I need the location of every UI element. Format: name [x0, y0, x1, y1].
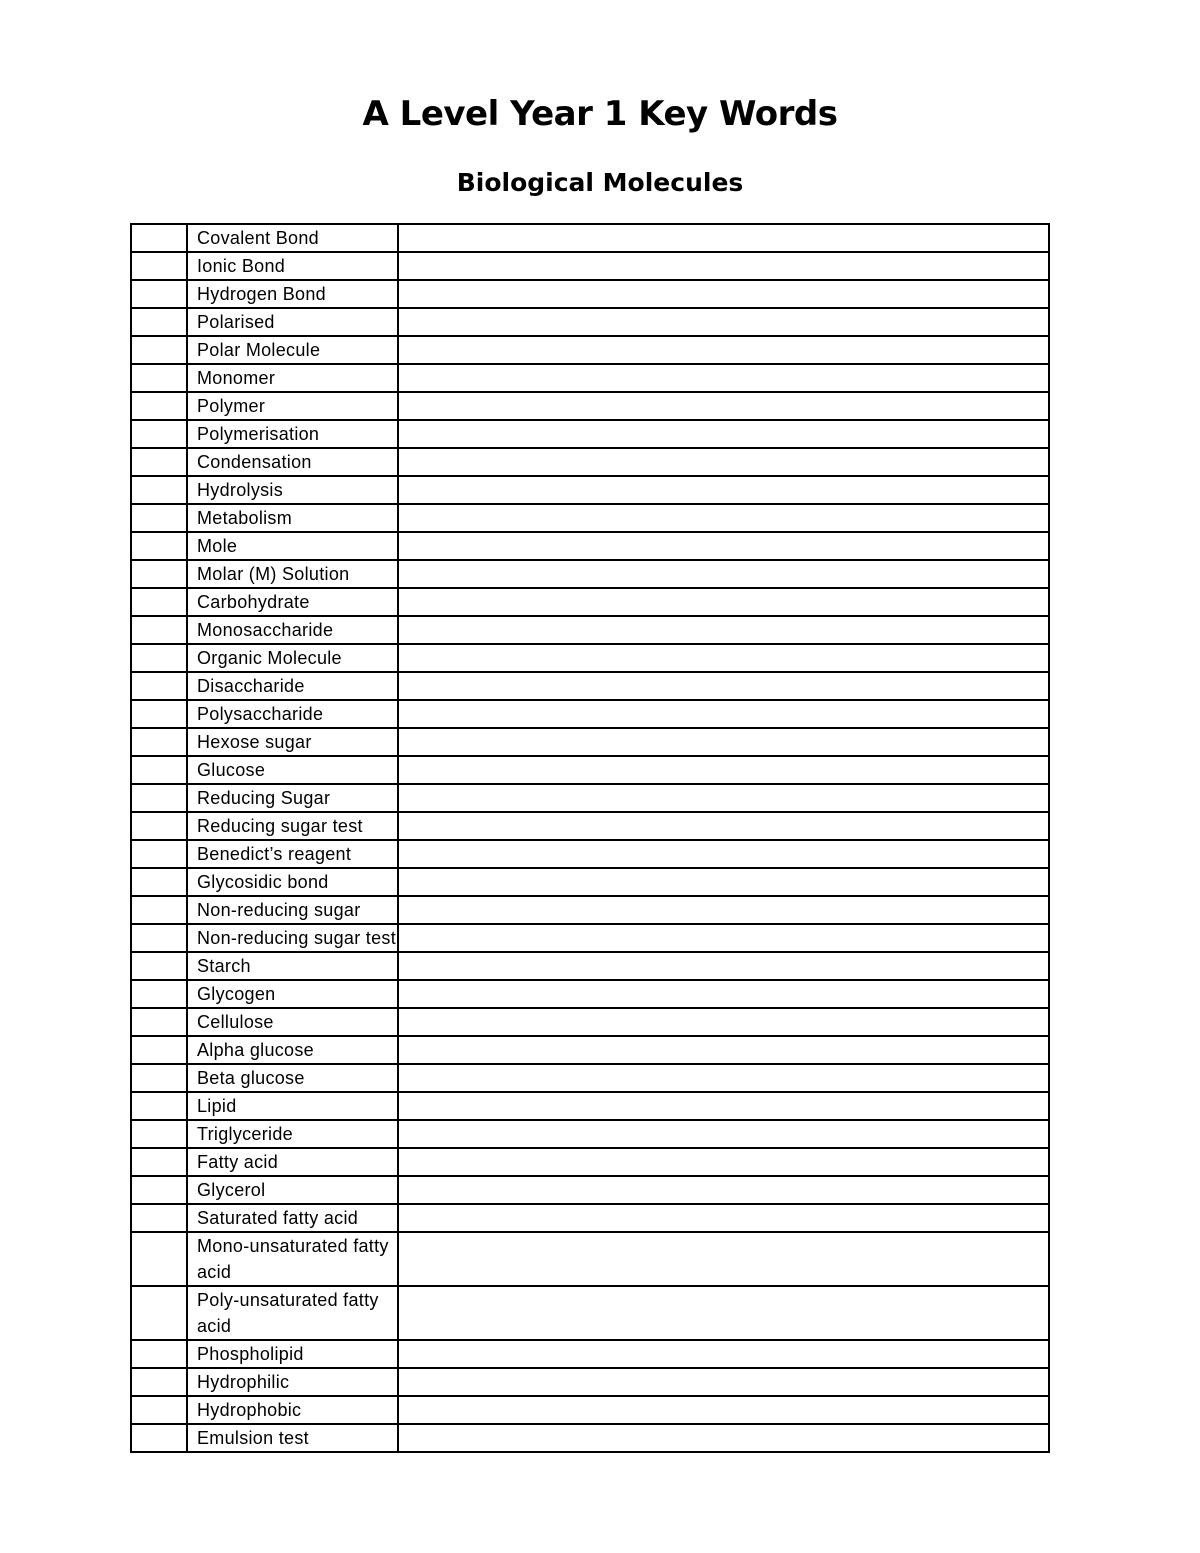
row-blank-cell[interactable] — [131, 560, 187, 588]
row-blank-cell[interactable] — [131, 616, 187, 644]
table-row — [131, 1008, 1049, 1036]
row-blank-cell[interactable] — [131, 588, 187, 616]
row-blank-cell[interactable] — [131, 1368, 187, 1396]
definition-cell[interactable] — [398, 1148, 1049, 1176]
definition-cell[interactable] — [398, 1064, 1049, 1092]
row-blank-cell[interactable] — [131, 308, 187, 336]
table-row — [131, 224, 1049, 252]
definition-cell[interactable] — [398, 1368, 1049, 1396]
table-row — [131, 868, 1049, 896]
key-word-cell: Monosaccharide — [187, 616, 398, 644]
table-row — [131, 532, 1049, 560]
row-blank-cell[interactable] — [131, 644, 187, 672]
definition-cell[interactable] — [398, 560, 1049, 588]
key-word-cell: Beta glucose — [187, 1064, 398, 1092]
table-row — [131, 364, 1049, 392]
table-row — [131, 672, 1049, 700]
definition-cell[interactable] — [398, 308, 1049, 336]
row-blank-cell[interactable] — [131, 224, 187, 252]
key-word-cell: Condensation — [187, 448, 398, 476]
key-word-cell: Glycerol — [187, 1176, 398, 1204]
key-words-table-body — [131, 224, 1049, 1452]
key-word-cell: Disaccharide — [187, 672, 398, 700]
key-word-cell: Poly-unsaturated fatty acid — [187, 1286, 398, 1340]
table-row — [131, 756, 1049, 784]
row-blank-cell[interactable] — [131, 1396, 187, 1424]
table-row — [131, 280, 1049, 308]
row-blank-cell[interactable] — [131, 1120, 187, 1148]
row-blank-cell[interactable] — [131, 532, 187, 560]
key-word-cell: Reducing sugar test — [187, 812, 398, 840]
table-row — [131, 392, 1049, 420]
row-blank-cell[interactable] — [131, 336, 187, 364]
key-word-cell: Starch — [187, 952, 398, 980]
key-word-cell: Polymerisation — [187, 420, 398, 448]
row-blank-cell[interactable] — [131, 1148, 187, 1176]
key-word-cell: Lipid — [187, 1092, 398, 1120]
page-subtitle: Biological Molecules — [456, 168, 744, 197]
table-row — [131, 896, 1049, 924]
key-word-cell: Glycosidic bond — [187, 868, 398, 896]
key-word-cell: Polarised — [187, 308, 398, 336]
key-word-cell: Hydrophilic — [187, 1368, 398, 1396]
row-blank-cell[interactable] — [131, 1092, 187, 1120]
row-blank-cell[interactable] — [131, 392, 187, 420]
definition-cell[interactable] — [398, 1340, 1049, 1368]
definition-cell[interactable] — [398, 1036, 1049, 1064]
row-blank-cell[interactable] — [131, 1232, 187, 1286]
definition-cell[interactable] — [398, 532, 1049, 560]
row-blank-cell[interactable] — [131, 924, 187, 952]
definition-cell[interactable] — [398, 504, 1049, 532]
key-word-cell: Alpha glucose — [187, 1036, 398, 1064]
row-blank-cell[interactable] — [131, 980, 187, 1008]
table-row — [131, 588, 1049, 616]
definition-cell[interactable] — [398, 1232, 1049, 1286]
key-word-cell: Hydrolysis — [187, 476, 398, 504]
key-word-cell: Polysaccharide — [187, 700, 398, 728]
table-row — [131, 812, 1049, 840]
definition-cell[interactable] — [398, 476, 1049, 504]
key-word-cell: Triglyceride — [187, 1120, 398, 1148]
key-word-cell: Emulsion test — [187, 1424, 398, 1452]
table-row — [131, 560, 1049, 588]
table-row — [131, 980, 1049, 1008]
key-word-cell: Organic Molecule — [187, 644, 398, 672]
key-word-cell: Hydrogen Bond — [187, 280, 398, 308]
row-blank-cell[interactable] — [131, 1036, 187, 1064]
key-word-cell: Saturated fatty acid — [187, 1204, 398, 1232]
definition-cell[interactable] — [398, 1286, 1049, 1340]
key-word-cell: Molar (M) Solution — [187, 560, 398, 588]
definition-cell[interactable] — [398, 1204, 1049, 1232]
row-blank-cell[interactable] — [131, 252, 187, 280]
table-row — [131, 1232, 1049, 1286]
key-word-cell: Ionic Bond — [187, 252, 398, 280]
definition-cell[interactable] — [398, 280, 1049, 308]
row-blank-cell[interactable] — [131, 476, 187, 504]
row-blank-cell[interactable] — [131, 280, 187, 308]
key-word-cell: Monomer — [187, 364, 398, 392]
key-word-cell: Phospholipid — [187, 1340, 398, 1368]
definition-cell[interactable] — [398, 224, 1049, 252]
definition-cell[interactable] — [398, 336, 1049, 364]
key-word-cell: Glycogen — [187, 980, 398, 1008]
definition-cell[interactable] — [398, 896, 1049, 924]
definition-cell[interactable] — [398, 1396, 1049, 1424]
table-row — [131, 252, 1049, 280]
definition-cell[interactable] — [398, 392, 1049, 420]
key-word-cell: Non-reducing sugar test — [187, 924, 398, 952]
row-blank-cell[interactable] — [131, 672, 187, 700]
definition-cell[interactable] — [398, 1008, 1049, 1036]
table-row — [131, 952, 1049, 980]
table-row — [131, 784, 1049, 812]
table-row — [131, 476, 1049, 504]
definition-cell[interactable] — [398, 840, 1049, 868]
key-word-cell: Benedict’s reagent — [187, 840, 398, 868]
definition-cell[interactable] — [398, 1092, 1049, 1120]
row-blank-cell[interactable] — [131, 812, 187, 840]
table-row — [131, 1092, 1049, 1120]
definition-cell[interactable] — [398, 1120, 1049, 1148]
table-row — [131, 1120, 1049, 1148]
key-word-cell: Polymer — [187, 392, 398, 420]
row-blank-cell[interactable] — [131, 364, 187, 392]
key-word-cell: Glucose — [187, 756, 398, 784]
key-word-cell: Mono-unsaturated fatty acid — [187, 1232, 398, 1286]
page-title: A Level Year 1 Key Words — [362, 94, 838, 134]
key-word-cell: Covalent Bond — [187, 224, 398, 252]
table-row — [131, 1368, 1049, 1396]
row-blank-cell[interactable] — [131, 1286, 187, 1340]
table-row — [131, 616, 1049, 644]
row-blank-cell[interactable] — [131, 420, 187, 448]
row-blank-cell[interactable] — [131, 868, 187, 896]
table-row — [131, 1286, 1049, 1340]
key-word-cell: Cellulose — [187, 1008, 398, 1036]
definition-cell[interactable] — [398, 700, 1049, 728]
row-blank-cell[interactable] — [131, 896, 187, 924]
key-word-cell: Metabolism — [187, 504, 398, 532]
table-row — [131, 1424, 1049, 1452]
table-row — [131, 644, 1049, 672]
key-word-cell: Fatty acid — [187, 1148, 398, 1176]
row-blank-cell[interactable] — [131, 1204, 187, 1232]
row-blank-cell[interactable] — [131, 952, 187, 980]
definition-cell[interactable] — [398, 756, 1049, 784]
table-row — [131, 420, 1049, 448]
table-row — [131, 448, 1049, 476]
definition-cell[interactable] — [398, 616, 1049, 644]
table-row — [131, 1064, 1049, 1092]
row-blank-cell[interactable] — [131, 784, 187, 812]
table-row — [131, 1396, 1049, 1424]
row-blank-cell[interactable] — [131, 448, 187, 476]
table-row — [131, 840, 1049, 868]
row-blank-cell[interactable] — [131, 756, 187, 784]
definition-cell[interactable] — [398, 644, 1049, 672]
row-blank-cell[interactable] — [131, 1424, 187, 1452]
definition-cell[interactable] — [398, 924, 1049, 952]
definition-cell[interactable] — [398, 252, 1049, 280]
table-row — [131, 700, 1049, 728]
key-words-table — [130, 223, 1050, 1453]
table-row — [131, 336, 1049, 364]
definition-cell[interactable] — [398, 420, 1049, 448]
key-word-cell: Polar Molecule — [187, 336, 398, 364]
table-row — [131, 924, 1049, 952]
row-blank-cell[interactable] — [131, 840, 187, 868]
key-word-cell: Hexose sugar — [187, 728, 398, 756]
definition-cell[interactable] — [398, 812, 1049, 840]
definition-cell[interactable] — [398, 588, 1049, 616]
definition-cell[interactable] — [398, 1176, 1049, 1204]
key-word-cell: Hydrophobic — [187, 1396, 398, 1424]
row-blank-cell[interactable] — [131, 504, 187, 532]
definition-cell[interactable] — [398, 868, 1049, 896]
definition-cell[interactable] — [398, 784, 1049, 812]
table-row — [131, 1036, 1049, 1064]
definition-cell[interactable] — [398, 672, 1049, 700]
definition-cell[interactable] — [398, 728, 1049, 756]
definition-cell[interactable] — [398, 448, 1049, 476]
row-blank-cell[interactable] — [131, 728, 187, 756]
table-row — [131, 308, 1049, 336]
row-blank-cell[interactable] — [131, 1340, 187, 1368]
table-row — [131, 1204, 1049, 1232]
row-blank-cell[interactable] — [131, 1064, 187, 1092]
definition-cell[interactable] — [398, 1424, 1049, 1452]
table-row — [131, 728, 1049, 756]
key-word-cell: Non-reducing sugar — [187, 896, 398, 924]
row-blank-cell[interactable] — [131, 1176, 187, 1204]
row-blank-cell[interactable] — [131, 700, 187, 728]
key-word-cell: Carbohydrate — [187, 588, 398, 616]
key-word-cell: Mole — [187, 532, 398, 560]
table-row — [131, 1176, 1049, 1204]
table-row — [131, 1340, 1049, 1368]
table-row — [131, 1148, 1049, 1176]
key-word-cell: Reducing Sugar — [187, 784, 398, 812]
definition-cell[interactable] — [398, 364, 1049, 392]
table-row — [131, 504, 1049, 532]
definition-cell[interactable] — [398, 980, 1049, 1008]
row-blank-cell[interactable] — [131, 1008, 187, 1036]
definition-cell[interactable] — [398, 952, 1049, 980]
